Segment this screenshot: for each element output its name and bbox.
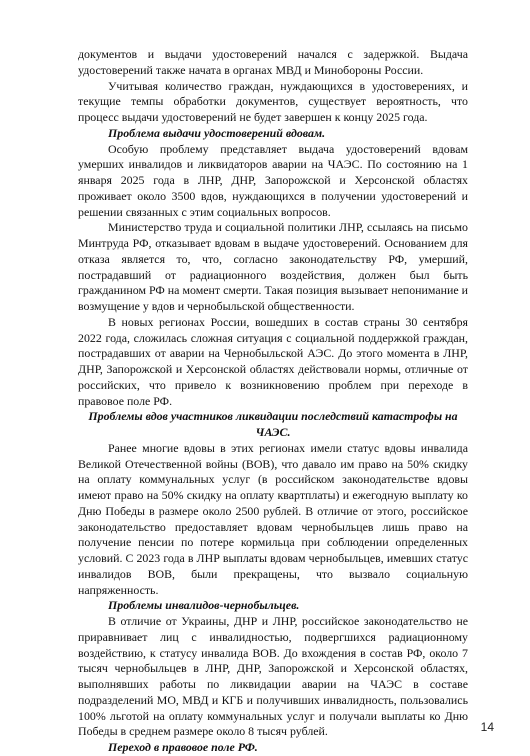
paragraph-document-processing: Учитывая количество граждан, нуждающихся в удостоверениях, и текущие темпы обработки документов, существует вероятность, что процесс выдачи удостоверений не будет завершен к концу 2025 года. bbox=[78, 78, 468, 124]
document-body bbox=[78, 47, 468, 756]
paragraph-continued: документов и выдачи удостоверений начался с задержкой. Выдача удостоверений также начата в органах МВД и Минобороны России. bbox=[78, 47, 468, 77]
paragraph-ministry-refusal: Министерство труда и социальной политики ЛНР, ссылаясь на письмо Минтруда РФ, отказывает вдовам в выдаче удостоверений. Основанием для отказа является то, что, согласно законодательству РФ, умерший, пострадавший от радиационного воздействия, должен был быть гражданином РФ на момент смерти. Такая позиция вызывает непонимание и возмущение у вдов и чернобыльской общественности. bbox=[78, 220, 468, 313]
heading-widows-certificates: Проблема выдачи удостоверений вдовам. bbox=[108, 125, 326, 140]
heading-disabled-chernobyl: Проблемы инвалидов-чернобыльцев. bbox=[108, 598, 300, 613]
paragraph-widows-status: Ранее многие вдовы в этих регионах имели статус вдовы инвалида Великой Отечественной войны (ВОВ), что давало им право на 50% скидку на оплату коммунальных услуг (в российском законодательстве вдовы имеют право на 50% скидку на оплату квартплаты) и ежегодную выплату ко Дню Победы в размере около 2500 рублей. В отличие от этого, российское законодательство предоставляет вдовам чернобыльцев лишь право на получение пенсии по потере кормильца при соблюдении определенных условий. С 2023 года в ЛНР выплаты вдовам чернобыльцев, имевших статус инвалидов ВОВ, были прекращены, что вызвало социальную напряженность. bbox=[78, 440, 468, 597]
paragraph-new-regions: В новых регионах России, вошедших в состав страны 30 сентября 2022 года, сложилась сложная ситуация с социальной поддержкой граждан, пострадавших от аварии на Чернобыльской АЭС. До этого момента в ЛНР, ДНР, Запорожской и Херсонской областях действовали нормы, отличные от российских, что привело к возникновению проблем при переходе в правовое поле РФ. bbox=[78, 314, 468, 408]
heading-widows-liquidators: Проблемы вдов участников ликвидации последствий катастрофы на ЧАЭС. bbox=[88, 409, 458, 439]
heading-legal-transition: Переход в правовое поле РФ. bbox=[108, 740, 258, 754]
paragraph-disabled-status: В отличие от Украины, ДНР и ЛНР, российское законодательство не приравнивает лиц с инвалидностью, подвергшихся радиационному воздействию, к статусу инвалида ВОВ. До вхождения в состав РФ, около 7 тысяч чернобыльцев в ЛНР, ДНР, Запорожской и Херсонской областях, выполнявших работы по ликвидации аварии на ЧАЭС в составе подразделений МО, МВД и КГБ и получивших инвалидность, пользовались 100% льготой на оплату коммунальных услуг и получали выплаты ко Дню Победы в среднем размере около 8 тысяч рублей. bbox=[78, 614, 468, 739]
page-number: 14 bbox=[480, 720, 494, 734]
paragraph-widows-problem: Особую проблему представляет выдача удостоверений вдовам умерших инвалидов и ликвидаторов аварии на ЧАЭС. По состоянию на 1 января 2025 года в ЛНР, ДНР, Запорожской и Херсонской областях проживает около 3500 вдов, нуждающихся в получении удостоверений и решении связанных с этим социальных вопросов. bbox=[78, 141, 468, 219]
